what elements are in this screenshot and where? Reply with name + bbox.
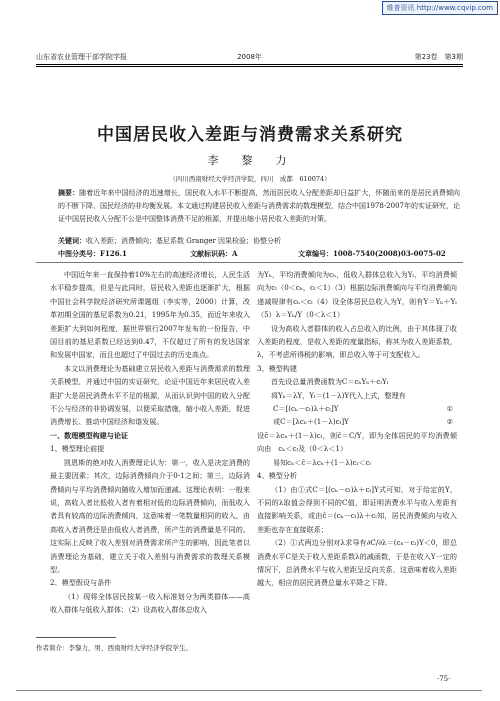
- body-paragraph: [50, 268, 250, 362]
- article-title: 中国居民收入差距与消费需求关系研究: [97, 125, 403, 145]
- body-paragraph: [50, 362, 250, 429]
- body-paragraph: [257, 483, 457, 537]
- paragraph-text: 将Yₕ＝λY，Yₗ＝(1－λ)Y代入上式，整理有: [271, 390, 406, 400]
- paragraph-text: （1）由①式C＝[(cₕ－cₗ)λ＋cₗ]Y式可知，对于给定的Y，不同的λ取值会得到不同的C值，即证明消费水平与收入差距有直接影响关系，或由c̄＝(cₕ－cₗ)λ＋cₗ知，居民消费倾向与收入差距也存在直接联系；: [257, 484, 457, 534]
- paragraph-text: 为Yₕ，平均消费倾向为cₕ，低收入群体总收入为Yₗ，平均消费倾向为cₗ（0＜cₕ，cₗ＜1）（3）根据边际消费倾向与平均消费倾向递减规律有cₕ＜cₗ（4）设全体居民总收入为Y，则有Y＝Yₕ＋Yₗ（5）λ＝Yₕ/Y（0＜λ＜1）: [257, 270, 457, 320]
- paragraph-text: 首先设总量消费函数为C＝cₕYₕ＋cₗYₗ: [271, 377, 389, 387]
- paragraph-text: 凯恩斯的绝对收入消费理论认为：第一，收入是决定消费的最主要因素；其次，边际消费倾向介于0-1之间；第三，边际消费倾向与平均消费倾向随收入增加而递减。这理论表明：一般来说，高收入者比低收入者有着相对低的边际消费倾向，而低收入者具有较高的边际消费倾向，这意味着一笔数量相同的收入，由高收入者消费还是由低收入者消费，所产生的消费量是不同的。这实际上反映了收入差别对消费需求所产生的影响，因此笔者以消费理论为基础，建立关于收入差别与消费需求的数理关系模型。: [50, 457, 250, 574]
- body-paragraph: [257, 536, 457, 590]
- subheading-paragraph: [50, 576, 250, 589]
- paragraph-text: 设为高收入者群体的收入占总收入的比例，由于其体现了收入差距的程度，是收入差距的度量指标，称其为收入差距系数，λ，不考虑所得税的影响，即总收入等于可支配收入。: [257, 323, 457, 360]
- subheading-paragraph: [257, 469, 457, 482]
- equation: [257, 415, 457, 428]
- body-column-right: [257, 268, 457, 590]
- abstract: [58, 186, 460, 226]
- front-matter-separator: [36, 262, 463, 263]
- keywords-text: 收入差距；消费倾向；基尼系数 Granger 因果检验；协整分析: [86, 237, 282, 245]
- body-paragraph: [50, 456, 250, 577]
- subheading-paragraph: [257, 429, 457, 456]
- document-code: 文献标识码：A: [190, 249, 238, 258]
- equation-number: ①: [446, 404, 453, 414]
- paragraph-text: 2、模型假设与条件: [50, 578, 112, 588]
- paragraph-text: 3、模型构建: [257, 363, 297, 373]
- paragraph-text: 设c̄＝λcₕ＋(1－λ)cₗ，则c̄＝C/Y，即为全体居民的平均消费倾向由 cₕ＜cₗ及（0＜λ＜1）: [257, 430, 457, 454]
- paragraph-text: （2）①式两边分别对λ求导有∂C/∂λ＝(cₕ－cₗ)Y＜0，即总消费水平C是关于收入差距系数λ的减函数，于是在收入Y一定的情况下，总消费水平与收入差距呈反向关系，这意味着收入差距越大，相应的居民消费总量水平降之下降。: [257, 538, 457, 588]
- subheading-paragraph: [257, 268, 457, 322]
- subheading-paragraph: [257, 362, 457, 375]
- equation-number: ②: [446, 417, 453, 427]
- bottom-rule: [16, 690, 482, 691]
- footnote-rule: [36, 637, 116, 638]
- body-paragraph: [257, 322, 457, 362]
- header-rule-thin: [36, 66, 463, 67]
- keywords: [58, 236, 460, 246]
- paragraph-text: 一、数理模型构建与论证: [50, 430, 129, 440]
- paragraph-text: 或C＝[λcₕ＋(1－λ)cₗ]Y: [273, 417, 349, 427]
- body-paragraph: [257, 389, 457, 402]
- body-paragraph: [50, 590, 250, 617]
- header-rule-thick: [36, 64, 463, 65]
- journal-year: 2008年: [237, 53, 262, 61]
- author-name: 李 黎 力: [207, 154, 293, 167]
- paragraph-text: 易知cₕ＜c̄＝λcₕ＋(1－λ)cₗ＜cₗ: [273, 457, 372, 467]
- paragraph-text: C＝[(cₕ－cₗ)λ＋cₗ]Y: [273, 404, 339, 414]
- watermark-stamp: 维普资讯 http://www.cqvip.com: [382, 1, 498, 15]
- author-affiliation: （四川西南财经大学经济学院，四川 成都 610074）: [169, 175, 331, 183]
- body-column-left: [50, 268, 250, 617]
- abstract-label: 摘要：: [58, 188, 80, 197]
- author-footnote: 作者简介：李黎力，男，西南财经大学经济学院学生。: [36, 644, 192, 652]
- equation: [257, 402, 457, 415]
- paragraph-text: 1、模型理论前提: [50, 444, 105, 454]
- subheading-paragraph: [50, 442, 250, 455]
- journal-name: 山东省农业管理干部学院学报: [36, 53, 127, 61]
- article-number: 文章编号：1008-7540(2008)03-0075-02: [298, 249, 446, 258]
- paragraph-text: 4、模型分析: [257, 471, 297, 481]
- page-number: ·75·: [437, 675, 451, 683]
- body-paragraph: [257, 375, 457, 388]
- journal-volume: 第23卷 第3期: [414, 53, 463, 61]
- equation: [257, 456, 457, 469]
- paragraph-text: 本文以消费理论为基础建立居民收入差距与消费需求的数理关系模型，并通过中国的实证研究，论证中国近年来居民收入差距扩大是居民消费水平不足的根源，从而认识到中国的收入分配不公与经济的非协调发展，以便采取措施，缩小收入差距，促进消费增长、推动中国经济和谐发展。: [50, 363, 250, 427]
- keywords-label: 关键词：: [58, 236, 86, 245]
- clc-number: 中图分类号：F126.1: [58, 249, 127, 258]
- paragraph-text: 中国近年来一直保持着10%左右的高速经济增长，人民生活水平稳步提高，但是与此同时，居民收入差距也逐渐扩大，根据中国社会科学院经济研究所课题组（李实等，2000）计算，改革初期全国的基尼系数为0.21，1995年为0.35，而近年来收入差距扩大到如何程度，据世界银行2007年发布的一份报告，中国目前的基尼系数已经达到0.47，不仅超过了所有的发达国家和发展中国家，而且也超过了中国过去的历史高点。: [50, 270, 251, 360]
- section-heading: [50, 429, 250, 442]
- paragraph-text: （1）现将全体居民按某一收入标准划分为两类群体——高收入群体与低收入群体；（2）设高收入群体总收入: [50, 591, 250, 615]
- abstract-text: 随着近年来中国经济的迅速增长，国民收入水平不断提高，然而居民收入分配差距却日益扩大，怀随而来的是居民消费倾向的不断下降，国民经济的非均衡发展。本文通过构建居民收入差距与消费需求的数理模型，结合中国1978-2007年的实证研究，论证中国居民收入分配不公是中国整体消费不足的根源，并提出缩小居民收入差距的对策。: [58, 189, 461, 223]
